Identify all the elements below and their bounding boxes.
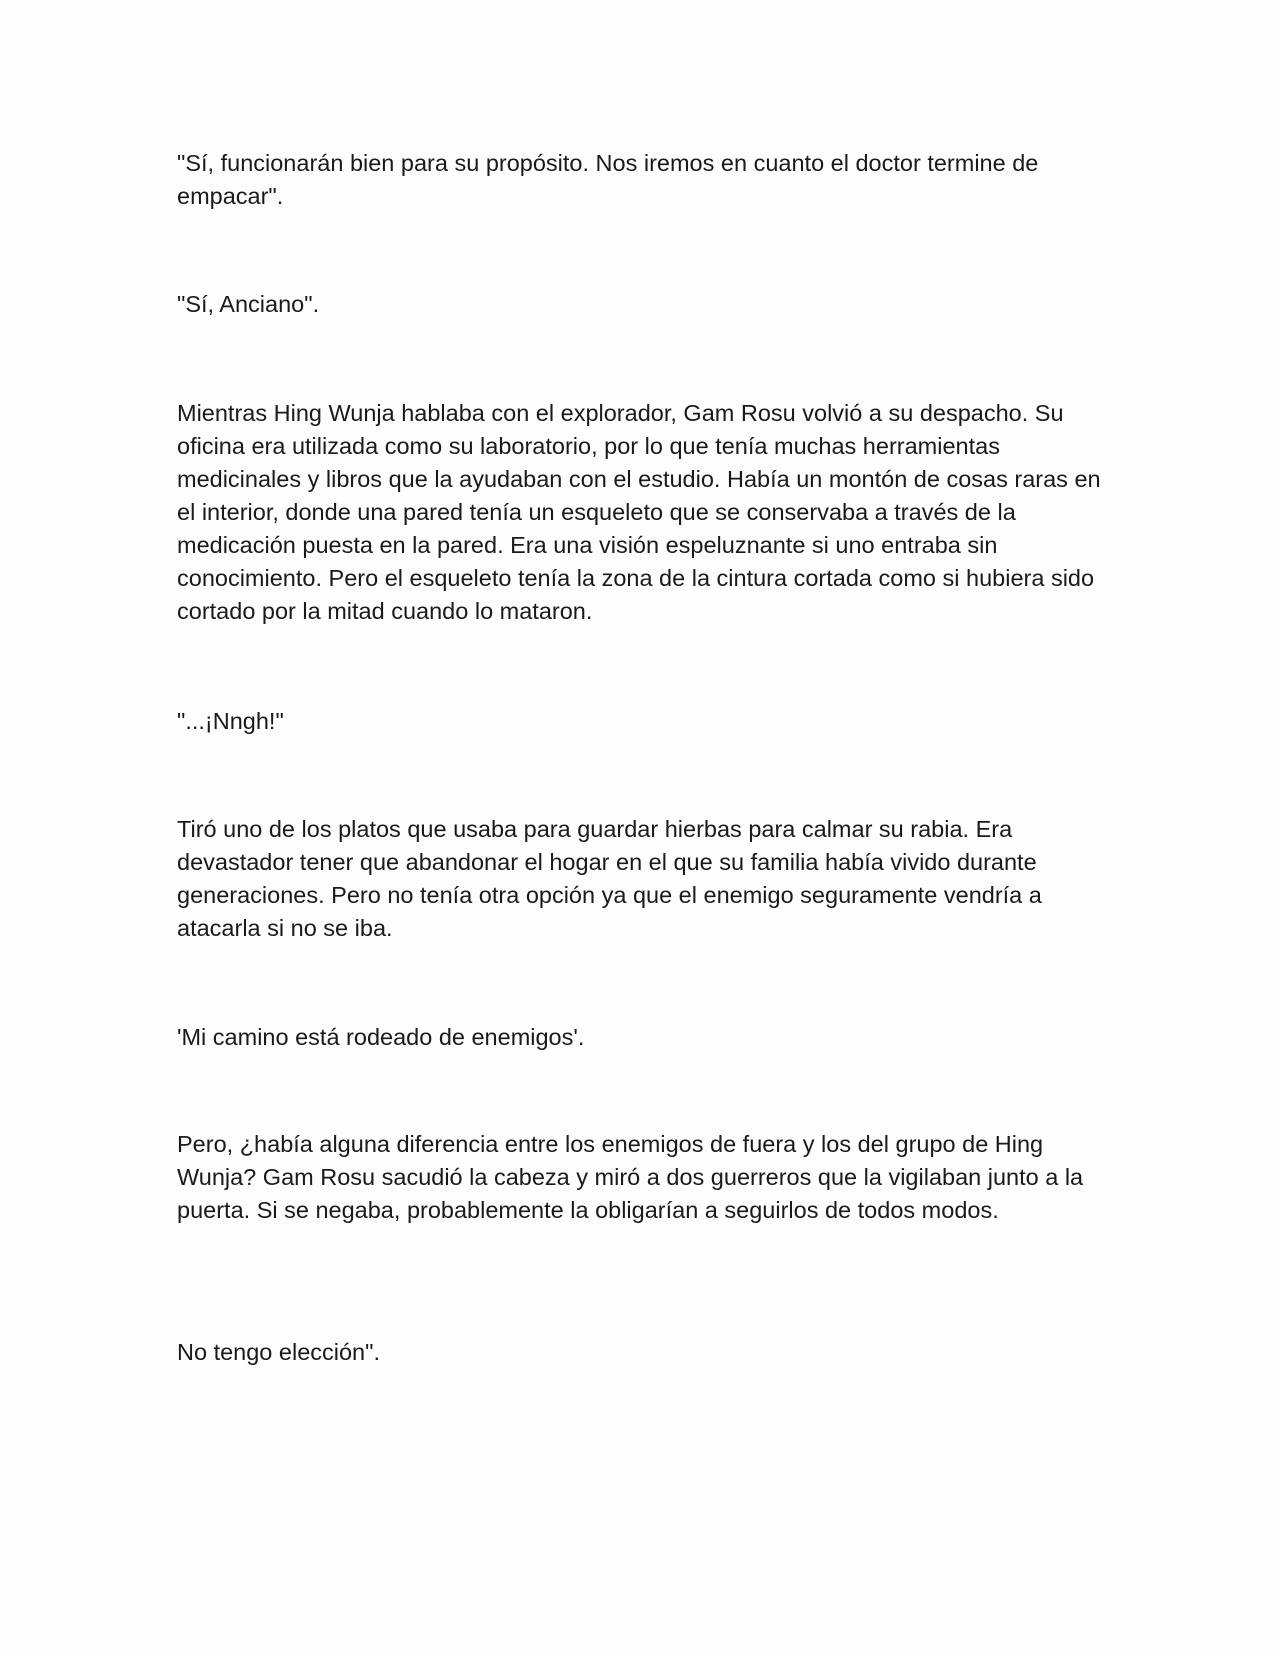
paragraph-2: "Sí, Anciano". [177,291,320,317]
paragraph-5: Tiró uno de los platos que usaba para guardar hierbas para calmar su rabia. Era devastador tener que abandonar el hogar en el que su familia había vivido durante generaciones. Pero no tenía otra opción ya que el enemigo seguramente vendría a atacarla si no se iba. [177,816,1042,941]
paragraph-4: "...¡Nngh!" [177,708,284,734]
paragraph-3: Mientras Hing Wunja hablaba con el explorador, Gam Rosu volvió a su despacho. Su oficina era utilizada como su laboratorio, por lo que tenía muchas herramientas medicinales y libros que la ayudaban con el estudio. Había un montón de cosas raras en el interior, donde una pared tenía un esqueleto que se conservaba a través de la medicación puesta en la pared. Era una visión espeluznante si uno entraba sin conocimiento. Pero el esqueleto tenía la zona de la cintura cortada como si hubiera sido cortado por la mitad cuando lo mataron. [177,400,1101,624]
paragraph-1: "Sí, funcionarán bien para su propósito. Nos iremos en cuanto el doctor termine de empacar". [177,150,1039,209]
paragraph-8: No tengo elección". [177,1339,380,1365]
paragraph-7: Pero, ¿había alguna diferencia entre los enemigos de fuera y los del grupo de Hing Wunja? Gam Rosu sacudió la cabeza y miró a dos guerreros que la vigilaban junto a la puerta. Si se negaba, probablemente la obligarían a seguirlos de todos modos. [177,1131,1084,1223]
paragraph-6: 'Mi camino está rodeado de enemigos'. [177,1024,585,1050]
